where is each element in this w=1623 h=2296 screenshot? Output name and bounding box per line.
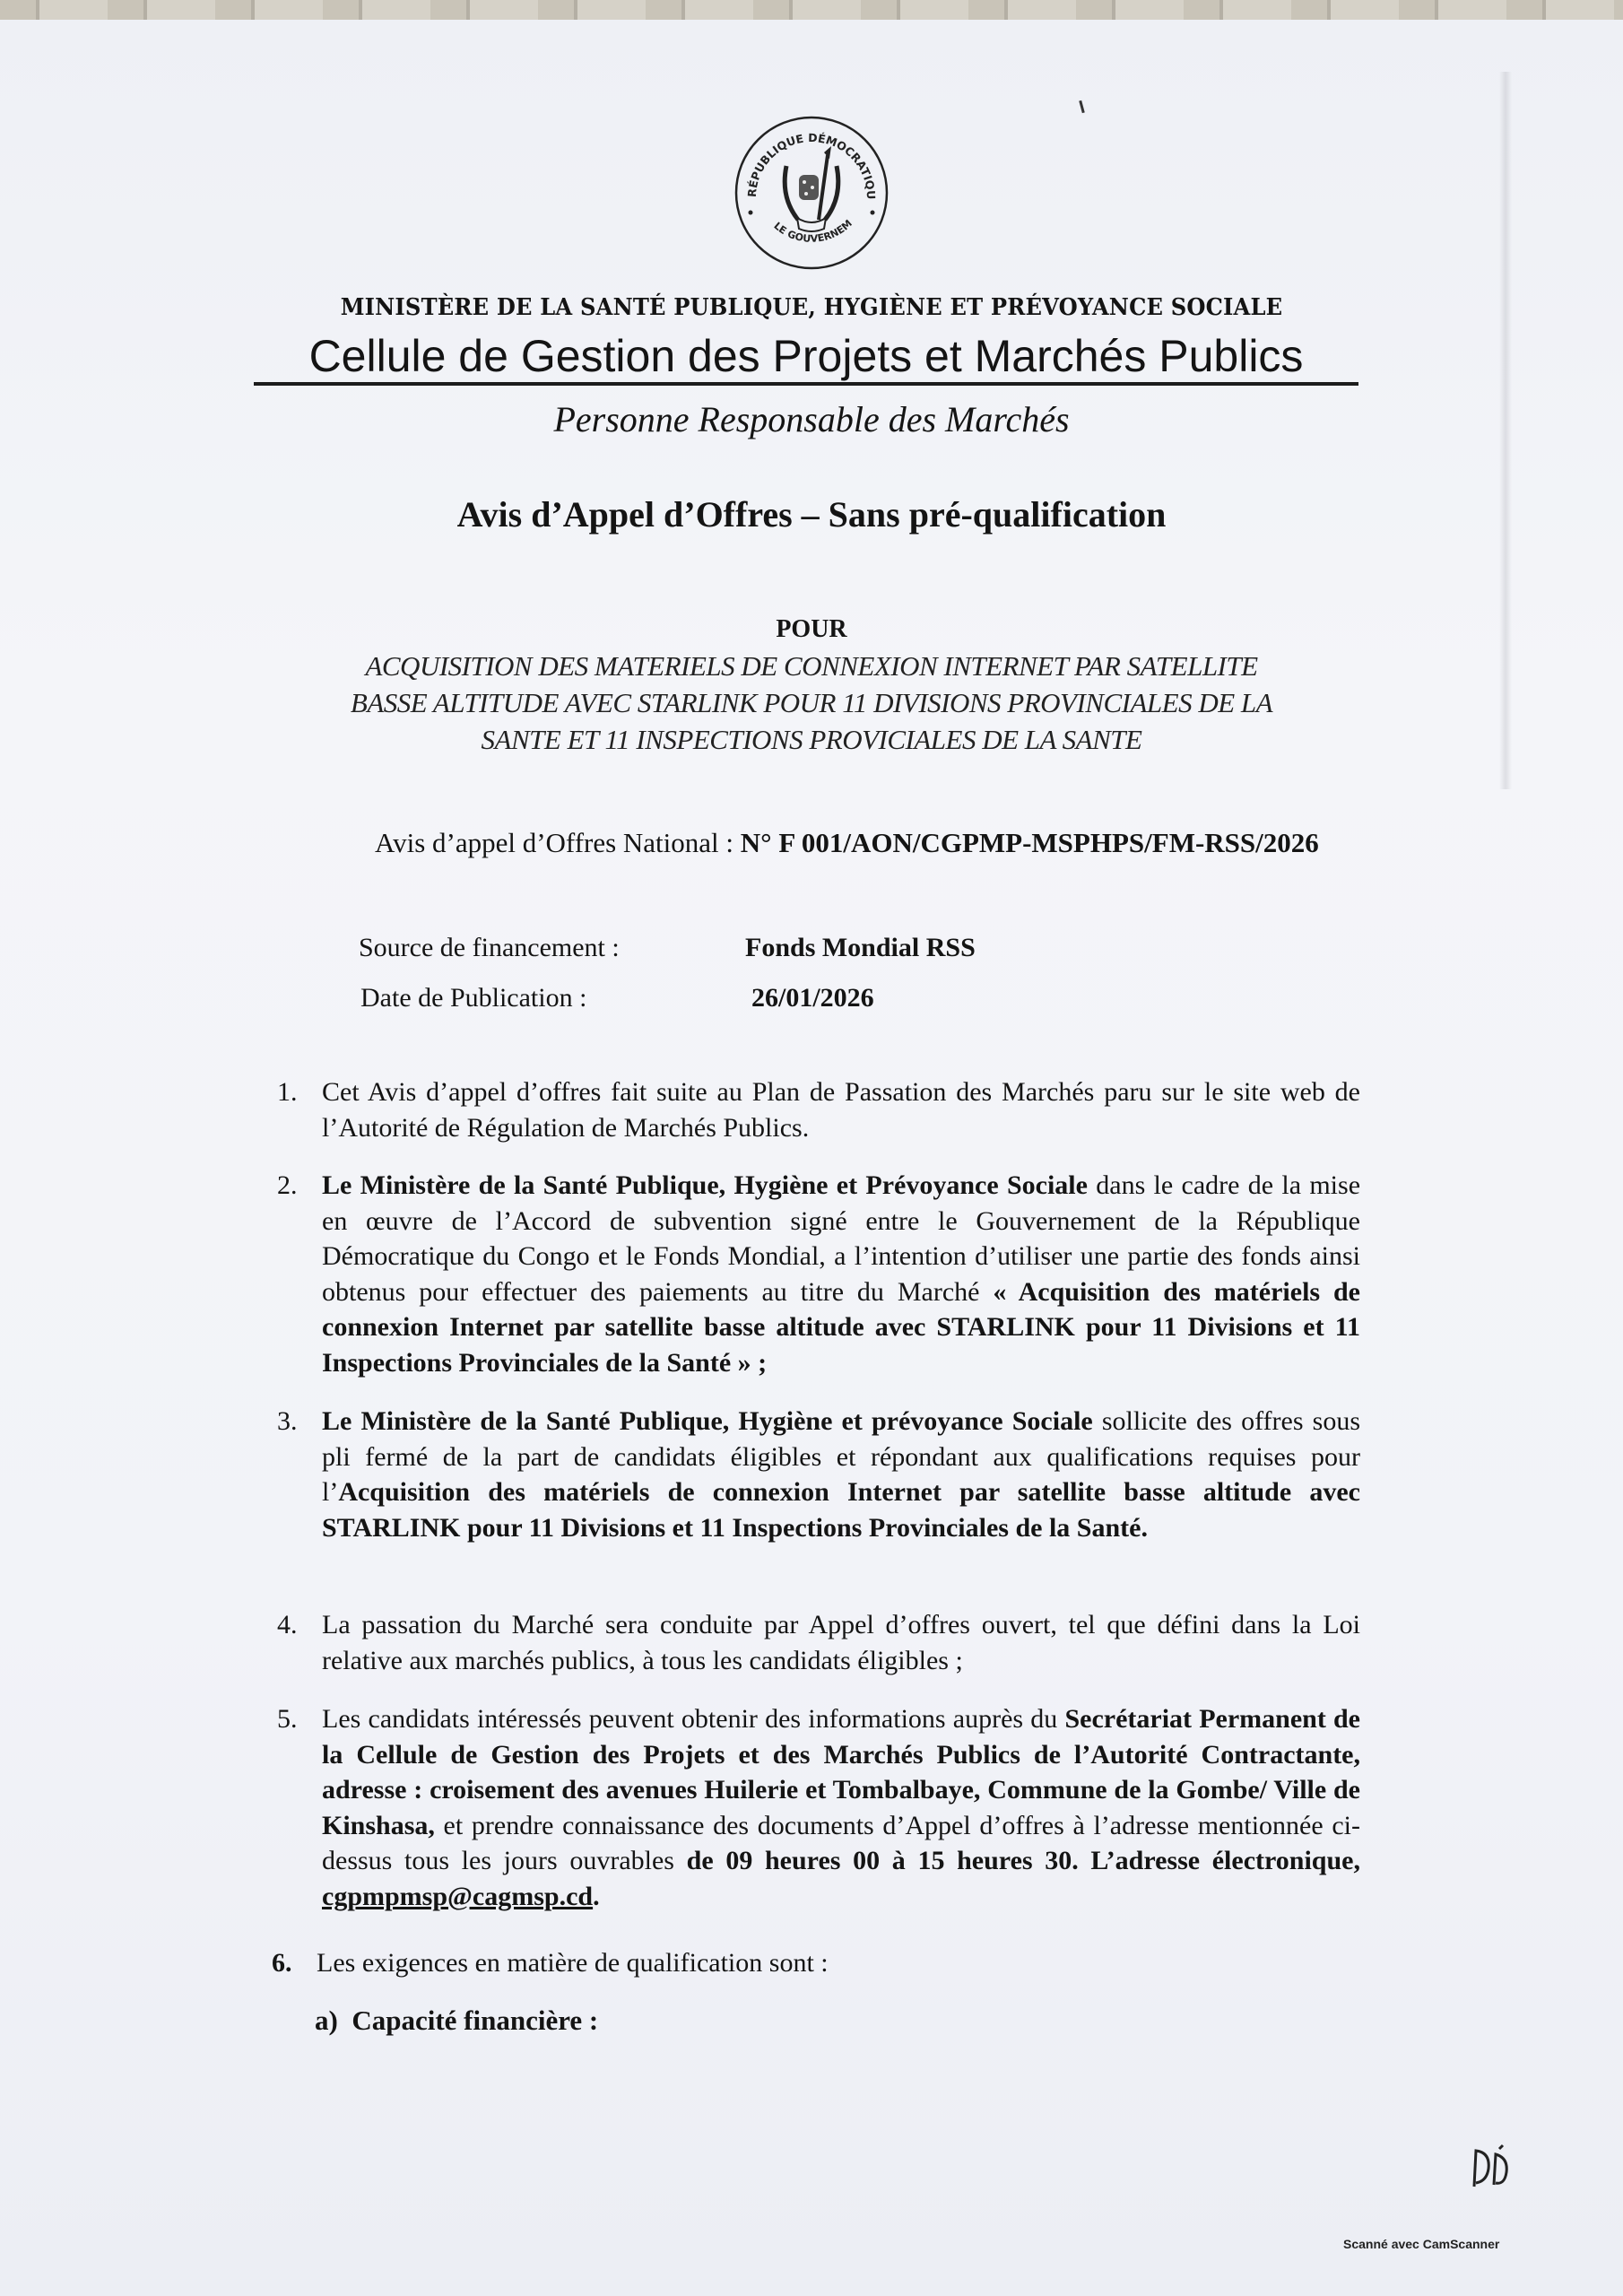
text-segment: La passation du Marché sera conduite par Appel d’offres ouvert, tel que défini dans la Loi relative aux marchés publics, à tous les candidats éligibles ;: [322, 1610, 1360, 1675]
text-segment: dans le cadre de la mise en œuvre de l’Accord de subvention signé entre le Gouvernement de la République Démocratique du Congo et le Fonds Mondial, a l’intention d’utiliser une partie des fonds ainsi obtenus pour effectuer des paiements au titre du Marché: [322, 1170, 1361, 1307]
source-label: Source de financement :: [359, 933, 620, 962]
paragraph-6: [272, 1945, 1355, 1981]
page-title: Avis d’Appel d’Offres – Sans pré-qualification: [456, 494, 1167, 535]
paragraph-number: 1.: [277, 1077, 298, 1107]
paragraph-number: 6.: [272, 1948, 292, 1978]
text-segment: Le Ministère de la Santé Publique, Hygiène et Prévoyance Sociale: [322, 1170, 1088, 1200]
paragraph-2: [277, 1168, 1360, 1380]
paragraph-text: [322, 1607, 1360, 1678]
seal-top-text: RÉPUBLIQUE DÉMOCRATIQU: [744, 130, 879, 200]
aon-number: N° F 001/AON/CGPMP-MSPHPS/FM-RSS/2026: [740, 827, 1319, 858]
scan-top-edge: [0, 0, 1623, 20]
text-segment: et prendre connaissance des documents d’Appel d’offres à l’adresse mentionnée ci-dessus tous les jours ouvrables: [322, 1810, 1360, 1875]
text-segment: Acquisition des matériels de connexion Internet par satellite basse altitude avec STARLINK pour 11 Divisions et 11 Inspections Provinciales de la Santé.: [322, 1477, 1360, 1543]
initials-signature: [1463, 2142, 1517, 2200]
subsection-a: [315, 2005, 598, 2037]
text-segment: Les candidats intéressés peuvent obtenir des informations auprès du: [322, 1704, 1065, 1734]
paragraph-5: [277, 1701, 1360, 1914]
paragraph-text: [322, 1404, 1360, 1545]
text-segment: Secrétariat Permanent de la Cellule de Gestion des Projets et des Marchés Publics de l’Autorité Contractante, adresse : croisement des avenues Huilerie et Tombalbaye, Commune de la Gombe/ Ville de Kinshasa,: [322, 1704, 1361, 1840]
subsection-label: Capacité financière :: [352, 2005, 599, 2036]
paragraph-text: [322, 1074, 1360, 1145]
text-segment: de 09 heures 00 à 15 heures 30. L’adresse électronique,: [686, 1846, 1360, 1875]
svg-text:LE GOUVERNEMENT: [731, 112, 855, 245]
camscanner-watermark: Scanné avec CamScanner: [1343, 2237, 1500, 2251]
ministry-name: MINISTÈRE DE LA SANTÉ PUBLIQUE, HYGIÈNE ET PRÉVOYANCE SOCIALE: [340, 294, 1283, 321]
seal-bottom-text: LE GOUVERNEM: [771, 217, 855, 245]
paragraph-number: 3.: [277, 1406, 298, 1436]
paragraph-number: 5.: [277, 1704, 298, 1734]
government-seal: [731, 112, 892, 278]
text-segment: Les exigences en matière de qualification sont :: [317, 1948, 829, 1978]
text-segment: Cet Avis d’appel d’offres fait suite au Plan de Passation des Marchés paru sur le site web de l’Autorité de Régulation de Marchés Publics.: [322, 1077, 1360, 1143]
source-value: Fonds Mondial RSS: [745, 933, 976, 962]
prm-subtitle: Personne Responsable des Marchés: [553, 399, 1070, 439]
paragraph-text: [322, 1701, 1360, 1914]
text-segment: « Acquisition des matériels de connexion Internet par satellite basse altitude avec STARLINK pour 11 Divisions et 11 Inspections Provinciales de la Santé » ;: [322, 1276, 1361, 1378]
text-segment: sollicite des offres sous pli fermé de la part de candidats éligibles et répondant aux qualifications requises pour l’: [322, 1406, 1361, 1507]
objet-line: ACQUISITION DES MATERIELS DE CONNEXION INTERNET PAR SATELLITE: [365, 650, 1258, 682]
date-value: 26/01/2026: [751, 983, 874, 1013]
cellule-name: Cellule de Gestion des Projets et Marchés Publics: [254, 330, 1358, 386]
subsection-number: a): [315, 2005, 338, 2036]
paragraph-text: [322, 1168, 1360, 1380]
objet-block: [0, 648, 1623, 758]
paragraph-3: [277, 1404, 1360, 1545]
paragraph-text: [317, 1945, 1355, 1981]
paragraph-number: 2.: [277, 1170, 298, 1200]
aon-label: Avis d’appel d’Offres National :: [375, 827, 734, 858]
email-link[interactable]: cgpmpmsp@cagmsp.cd: [322, 1881, 594, 1911]
paragraph-1: [277, 1074, 1360, 1145]
paragraph-number: 4.: [277, 1610, 298, 1639]
pour-label: POUR: [776, 615, 847, 643]
objet-line: SANTE ET 11 INSPECTIONS PROVICIALES DE LA SANTE: [481, 724, 1142, 755]
text-segment: .: [593, 1881, 600, 1911]
scan-mark: [1079, 100, 1085, 113]
paragraph-4: [277, 1607, 1360, 1678]
text-segment: Le Ministère de la Santé Publique, Hygiène et prévoyance Sociale: [322, 1406, 1093, 1436]
leopard-emblem-icon: [785, 146, 838, 231]
aon-reference: [375, 827, 1319, 859]
objet-line: BASSE ALTITUDE AVEC STARLINK POUR 11 DIVISIONS PROVINCIALES DE LA: [350, 687, 1273, 718]
date-label: Date de Publication :: [360, 983, 587, 1013]
